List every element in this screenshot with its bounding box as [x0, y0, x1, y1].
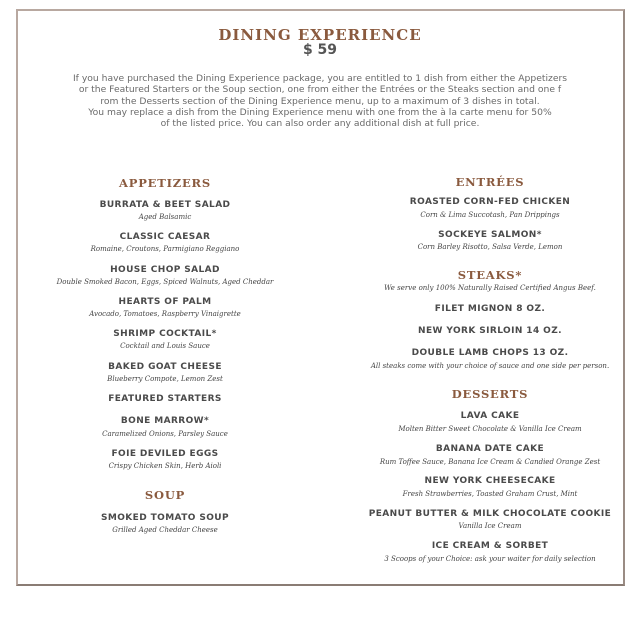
section-title-entrees: ENTRÉES: [455, 175, 525, 189]
dish-desc: Aged Balsamic: [138, 213, 192, 221]
dish-name: SHRIMP COCKTAIL*: [113, 329, 217, 339]
dish-name: CLASSIC CAESAR: [119, 232, 211, 242]
dish-desc: Cocktail and Louis Sauce: [120, 342, 210, 350]
dish-name: PEANUT BUTTER & MILK CHOCOLATE COOKIE: [368, 509, 612, 519]
dish-name: ROASTED CORN-FED CHICKEN: [409, 197, 571, 207]
dish-name: BURRATA & BEET SALAD: [99, 200, 231, 210]
dish-name: ICE CREAM & SORBET: [431, 541, 549, 551]
intro-line: of the listed price. You can also order any additional dish at full price.: [160, 118, 480, 130]
steaks-footer: All steaks come with your choice of sauce and one side per person.: [370, 362, 610, 370]
intro-text: [73, 73, 567, 129]
dish-desc: Corn & Lima Succotash, Pan Drippings: [420, 211, 560, 219]
dish-name: FILET MIGNON 8 OZ.: [434, 304, 546, 314]
dish-desc: Double Smoked Bacon, Eggs, Spiced Walnuts, Aged Cheddar: [56, 278, 274, 286]
dish-name: HOUSE CHOP SALAD: [110, 265, 220, 275]
section-title-desserts: DESSERTS: [451, 387, 529, 401]
section-title-steaks: STEAKS*: [457, 268, 523, 282]
dish-name: BAKED GOAT CHEESE: [108, 362, 222, 372]
dish-desc: Caramelized Onions, Parsley Sauce: [102, 430, 228, 438]
section-title-appetizers: APPETIZERS: [119, 176, 211, 190]
dish-name: FOIE DEVILED EGGS: [111, 449, 219, 459]
dish-name: NEW YORK SIRLOIN 14 OZ.: [418, 326, 562, 336]
dish-name: BANANA DATE CAKE: [435, 444, 545, 454]
dish-desc: Romaine, Croutons, Parmigiano Reggiano: [90, 245, 240, 253]
package-price: $ 59: [302, 42, 338, 58]
intro-line: or the Featured Starters or the Soup section, one from either the Entrées or the Steaks section and one f: [78, 84, 562, 96]
dish-desc: Molten Bitter Sweet Chocolate & Vanilla Ice Cream: [398, 425, 582, 433]
dish-name: SOCKEYE SALMON*: [438, 230, 542, 240]
dish-name: BONE MARROW*: [120, 416, 210, 426]
dish-desc: Rum Toffee Sauce, Banana Ice Cream & Candied Orange Zest: [379, 458, 601, 466]
dish-desc: Vanilla Ice Cream: [458, 522, 522, 530]
page-title: DINING EXPERIENCE: [218, 26, 422, 44]
dish-name: DOUBLE LAMB CHOPS 13 OZ.: [411, 348, 569, 358]
dish-name: LAVA CAKE: [460, 411, 520, 421]
dish-desc: Avocado, Tomatoes, Raspberry Vinaigrette: [89, 310, 241, 318]
subsection-featured-starters: FEATURED STARTERS: [108, 394, 222, 404]
dish-name: HEARTS OF PALM: [118, 297, 212, 307]
dish-name: NEW YORK CHEESECAKE: [424, 476, 556, 486]
dish-desc: Grilled Aged Cheddar Cheese: [112, 526, 218, 534]
section-title-soup: SOUP: [144, 488, 186, 502]
dish-desc: 3 Scoops of your Choice: ask your waiter for daily selection: [384, 555, 596, 563]
intro-line: rom the Desserts section of the Dining Experience menu, up to a maximum of 3 dishes in total.: [100, 95, 540, 107]
dish-desc: Crispy Chicken Skin, Herb Aioli: [108, 462, 222, 470]
dish-desc: Blueberry Compote, Lemon Zest: [107, 375, 223, 383]
intro-line: If you have purchased the Dining Experience package, you are entitled to 1 dish from either the Appetizers: [72, 73, 568, 84]
intro-line: You may replace a dish from the Dining Experience menu with one from the à la carte menu for 50%: [88, 106, 552, 118]
steaks-note: We serve only 100% Naturally Raised Certified Angus Beef.: [384, 284, 596, 292]
dish-desc: Fresh Strawberries, Toasted Graham Crust, Mint: [402, 490, 578, 498]
dish-name: SMOKED TOMATO SOUP: [101, 513, 229, 523]
dish-desc: Corn Barley Risotto, Salsa Verde, Lemon: [417, 243, 563, 251]
